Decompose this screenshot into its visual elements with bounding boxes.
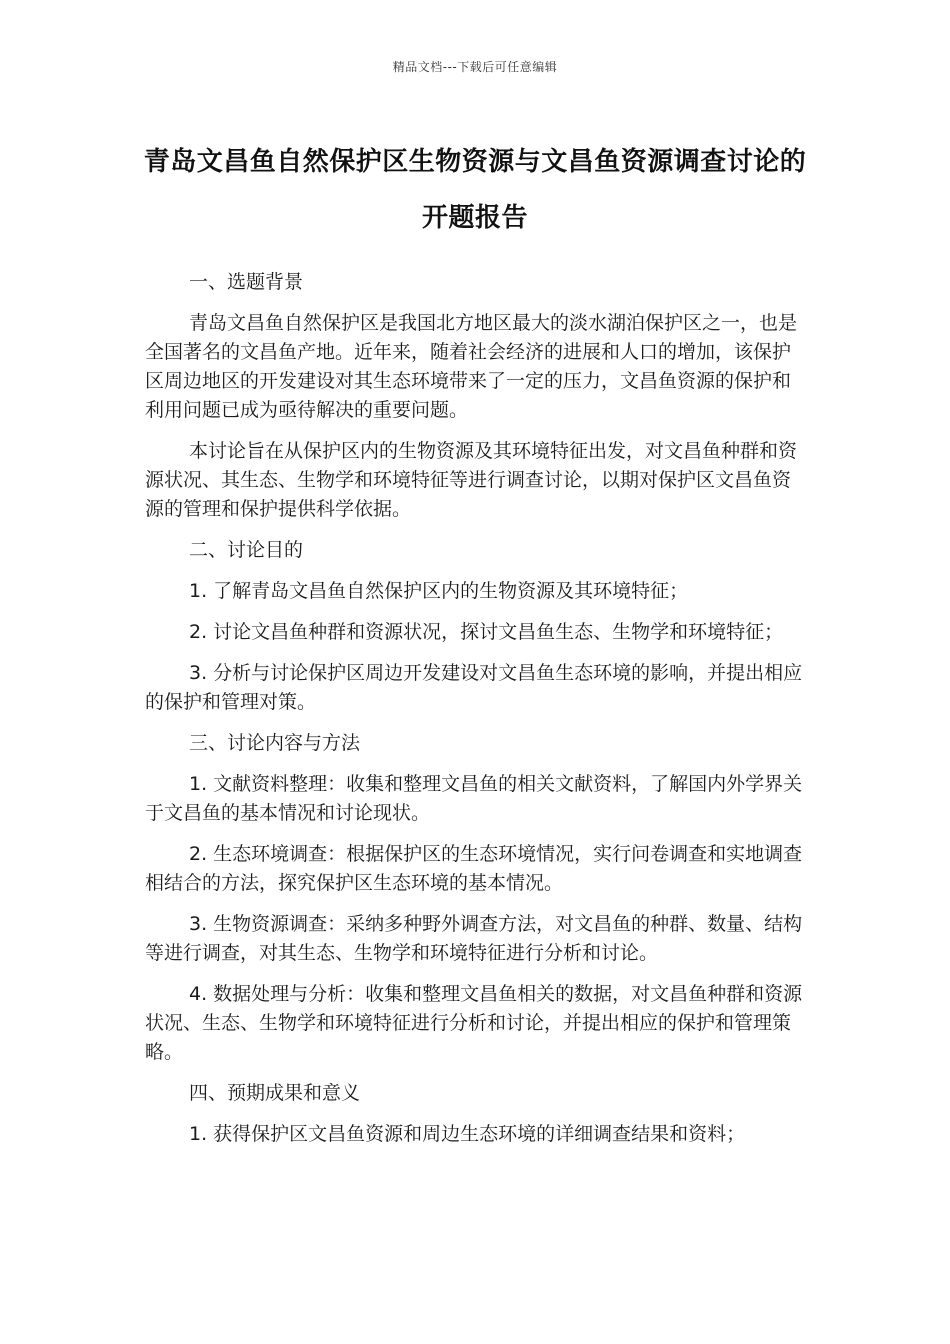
method-item-1: 1. 文献资料整理：收集和整理文昌鱼的相关文献资料，了解国内外学界关于文昌鱼的基本情况和讨论现状。 (145, 773, 803, 824)
document-title: 青岛文昌鱼自然保护区生物资源与文昌鱼资源调查讨论的开题报告 (143, 147, 807, 233)
purpose-item-1: 1. 了解青岛文昌鱼自然保护区内的生物资源及其环境特征； (189, 580, 689, 602)
section-heading-methods: 三、讨论内容与方法 (189, 732, 361, 754)
purpose-item-2: 2. 讨论文昌鱼种群和资源状况，探讨文昌鱼生态、生物学和环境特征； (189, 621, 784, 643)
section-heading-outcomes: 四、预期成果和意义 (189, 1082, 361, 1104)
purpose-item-3: 3. 分析与讨论保护区周边开发建设对文昌鱼生态环境的影响，并提出相应的保护和管理对策。 (145, 662, 803, 713)
method-item-2: 2. 生态环境调查：根据保护区的生态环境情况，实行问卷调查和实地调查相结合的方法，探究保护区生态环境的基本情况。 (145, 843, 803, 894)
section-heading-purpose: 二、讨论目的 (189, 539, 304, 561)
document-body (145, 268, 805, 1161)
paragraph-background-2: 本讨论旨在从保护区内的生物资源及其环境特征出发，对文昌鱼种群和资源状况、其生态、生物学和环境特征等进行调查讨论，以期对保护区文昌鱼资源的管理和保护提供科学依据。 (145, 440, 798, 520)
paragraph-background-1: 青岛文昌鱼自然保护区是我国北方地区最大的淡水湖泊保护区之一，也是全国著名的文昌鱼产地。近年来，随着社会经济的进展和人口的增加，该保护区周边地区的开发建设对其生态环境带来了一定的压力，文昌鱼资源的保护和利用问题已成为亟待解决的重要问题。 (145, 312, 798, 421)
header-note: 精品文档---下载后可任意编辑 (392, 60, 558, 74)
outcome-item-1: 1. 获得保护区文昌鱼资源和周边生态环境的详细调查结果和资料； (189, 1123, 746, 1145)
section-heading-background: 一、选题背景 (189, 271, 304, 293)
method-item-3: 3. 生物资源调查：采纳多种野外调查方法，对文昌鱼的种群、数量、结构等进行调查，对其生态、生物学和环境特征进行分析和讨论。 (145, 913, 803, 964)
method-item-4: 4. 数据处理与分析：收集和整理文昌鱼相关的数据，对文昌鱼种群和资源状况、生态、生物学和环境特征进行分析和讨论，并提出相应的保护和管理策略。 (145, 983, 803, 1063)
